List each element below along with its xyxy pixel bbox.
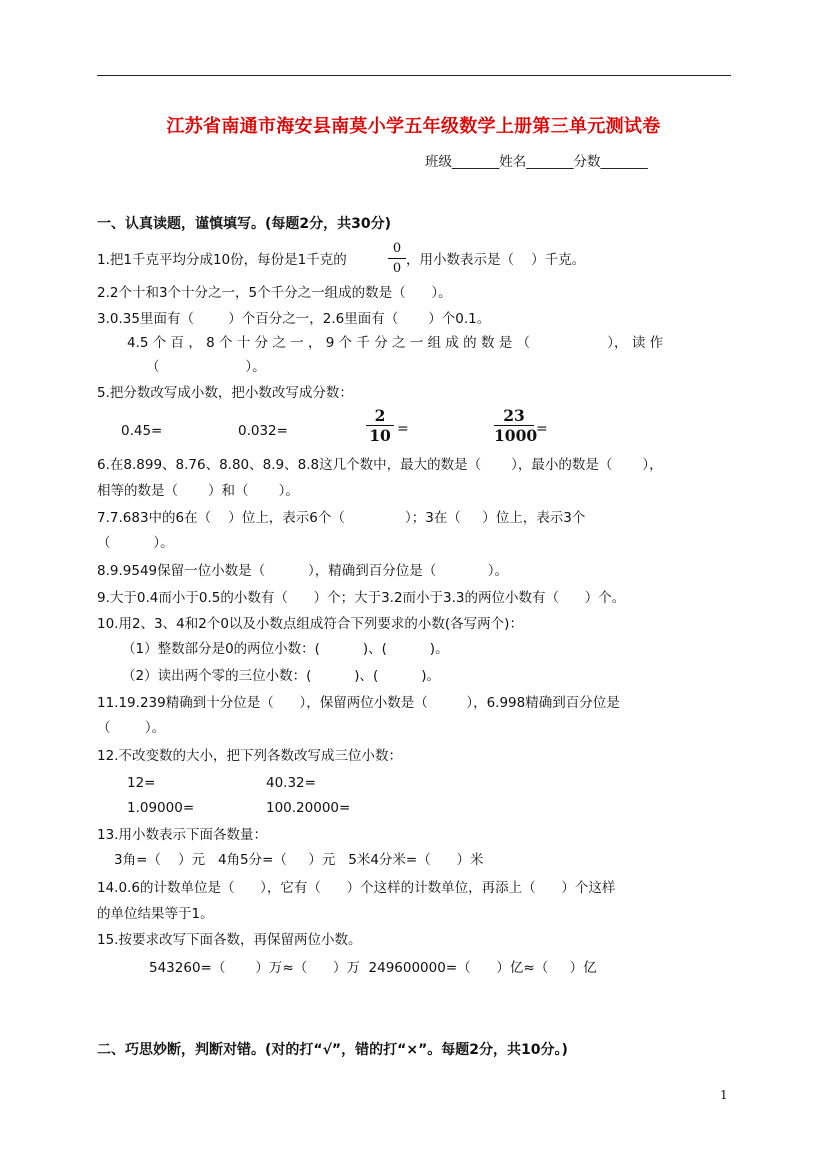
question-7: 7.7.683中的6在（ ）位上，表示6个（ ）；3在（ ）位上，表示3个 (97, 510, 586, 526)
question-2: 2.2个十和3个十分之一，5个千分之一组成的数是（ ）。 (97, 285, 452, 301)
question-13: 13.用小数表示下面各数量： (97, 827, 267, 843)
question-14: 14.0.6的计数单位是（ ），它有（ ）个这样的计数单位，再添上（ ）个这样 (97, 880, 616, 896)
student-info: 班级_______姓名_______分数_______ (425, 154, 648, 170)
fraction-numerator: 0 (392, 241, 402, 256)
q5-eq-b: = (536, 421, 548, 437)
page-title: 江苏省南通市海安县南莫小学五年级数学上册第三单元测试卷 (166, 116, 661, 137)
section1-heading: 一、认真读题，谨慎填写。(每题2分，共30分) (97, 216, 392, 232)
question-10-1: （1）整数部分是0的两位小数：( )、( )。 (122, 641, 449, 657)
fraction-denominator: 0 (392, 261, 402, 276)
header-rule (97, 75, 731, 76)
q5-item-b: 0.032= (238, 423, 288, 439)
question-10: 10.用2、3、4和2个0以及小数点组成符合下列要求的小数(各写两个)： (97, 616, 523, 632)
fraction-q5a (366, 407, 394, 444)
question-3: 3.0.35里面有（ ）个百分之一，2.6里面有（ ）个0.1。 (97, 311, 491, 327)
q12-item-c: 1.09000= (127, 800, 195, 816)
fraction-q5b (494, 406, 538, 445)
question-5: 5.把分数改写成小数，把小数改写成分数： (97, 385, 353, 401)
question-6-cont: 相等的数是（ ）和（ ）。 (97, 483, 299, 499)
question-12: 12.不改变数的大小，把下列各数改写成三位小数： (97, 748, 402, 764)
q5-item-a: 0.45= (121, 423, 163, 439)
question-11-cont: （ ）。 (97, 720, 166, 736)
question-14-cont: 的单位结果等于1。 (97, 906, 214, 922)
question-9: 9.大于0.4而小于0.5的小数有（ ）个；大于3.2而小于3.3的两位小数有（ ）个。 (97, 590, 626, 606)
fraction-denominator: 1000 (494, 426, 538, 445)
question-6: 6.在8.899、8.76、8.80、8.9、8.8这几个数中，最大的数是（ ），最小的数是（ ）， (97, 457, 663, 473)
question-1-cont: ，用小数表示是（ ）千克。 (406, 252, 586, 268)
question-15: 15.按要求改写下面各数，再保留两位小数。 (97, 932, 362, 948)
question-4: 4.5 个 百 ， 8 个 十 分 之 一 ， 9 个 千 分 之 一 组 成 的 数 是 （ ）， 读 作 (127, 335, 664, 351)
question-15-items: 543260=（ ）万≈（ ）万 249600000=（ ）亿≈（ ）亿 (149, 960, 597, 976)
page-number: 1 (720, 1088, 728, 1102)
fraction-denominator: 10 (369, 426, 391, 445)
q5-eq-a: = (397, 421, 409, 437)
fraction-q1 (388, 240, 406, 277)
question-4-cont: （ ）。 (146, 359, 266, 375)
question-13-items: 3角=（ ）元 4角5分=（ ）元 5米4分米=（ ）米 (114, 852, 484, 868)
question-1: 1.把1千克平均分成10份，每份是1千克的 (97, 252, 347, 268)
q12-item-a: 12= (127, 775, 156, 791)
question-7-cont: （ ）。 (97, 535, 174, 551)
fraction-bar (388, 258, 406, 259)
q12-item-b: 40.32= (266, 775, 316, 791)
question-11: 11.19.239精确到十分位是（ ），保留两位小数是（ ），6.998精确到百分位是 (97, 695, 620, 711)
question-8: 8.9.9549保留一位小数是（ ），精确到百分位是（ ）。 (97, 563, 509, 579)
q12-item-d: 100.20000= (266, 800, 351, 816)
fraction-numerator: 2 (374, 406, 386, 425)
section2-heading: 二、巧思妙断，判断对错。(对的打“√”，错的打“×”。每题2分，共10分。) (97, 1042, 568, 1058)
fraction-numerator: 23 (503, 406, 525, 425)
question-10-2: （2）读出两个零的三位小数：( )、( )。 (122, 668, 440, 684)
